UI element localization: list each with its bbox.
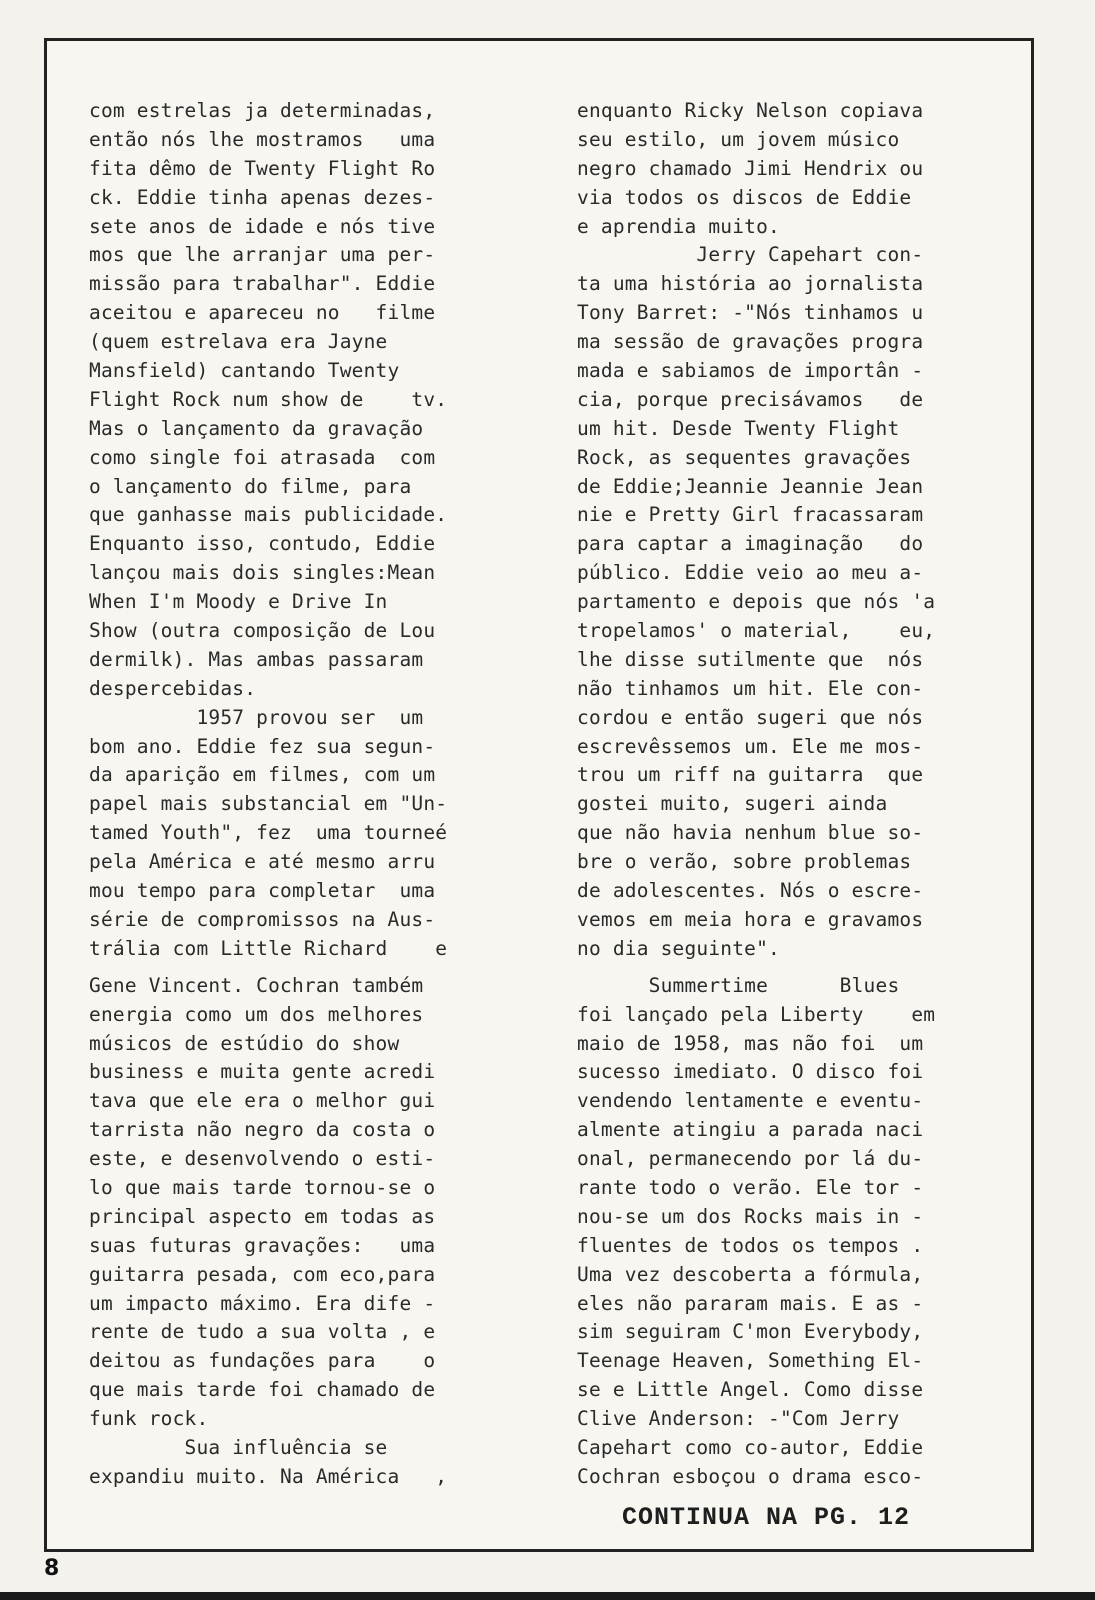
text-line: como single foi atrasada com [89,445,436,469]
text-line: cia, porque precisávamos de [577,387,924,411]
text-line: trou um riff na guitarra que [577,763,924,787]
text-line: com estrelas ja determinadas, [89,99,436,122]
text-line: onal, permanecendo por lá du- [577,1147,924,1171]
text-line: sete anos de idade e nós tive [89,214,436,238]
text-line: suas futuras gravações: uma [89,1233,436,1257]
text-line: fita dêmo de Twenty Flight Ro [89,156,436,180]
text-line: pela América e até mesmo arru [89,850,436,874]
text-line: expandiu muito. Na América , [89,1464,448,1488]
text-line: então nós lhe mostramos uma [89,127,436,151]
text-line: gostei muito, sugeri ainda [577,792,888,816]
text-line: bre o verão, sobre problemas [577,850,912,874]
text-line: músicos de estúdio do show [89,1031,400,1055]
paragraph-gap [577,964,935,972]
page-border-frame [44,38,1034,1552]
text-line: aceitou e apareceu no filme [89,301,436,325]
text-line: When I'm Moody e Drive In [89,590,388,614]
text-line: Capehart como co-autor, Eddie [577,1435,924,1459]
text-line: no dia seguinte". [577,936,780,960]
text-line: ta uma história ao jornalista [577,272,924,296]
text-line: Gene Vincent. Cochran também [89,973,424,997]
text-line: tava que ele era o melhor gui [89,1089,436,1113]
text-line: lhe disse sutilmente que nós [577,647,924,671]
text-line: rente de tudo a sua volta , e [89,1320,436,1344]
text-line: enquanto Ricky Nelson copiava [577,99,924,122]
text-line: business e muita gente acredi [89,1060,436,1084]
text-line: rante todo o verão. Ele tor - [577,1175,924,1199]
text-line: despercebidas. [89,676,257,700]
text-line: Teenage Heaven, Something El- [577,1349,924,1373]
text-line: principal aspecto em todas as [89,1204,436,1228]
text-line: vemos em meia hora e gravamos [577,907,924,931]
text-line: Cochran esboçou o drama esco- [577,1464,924,1488]
text-line: se e Little Angel. Como disse [577,1378,924,1402]
text-line: Summertime Blues [577,973,900,997]
text-line: partamento e depois que nós 'a [577,590,936,614]
text-line: foi lançado pela Liberty em [577,1002,936,1026]
text-line: mada e sabiamos de importân - [577,359,924,383]
text-line: ma sessão de gravações progra [577,330,924,354]
text-line: nie e Pretty Girl fracassaram [577,503,924,527]
text-line: dermilk). Mas ambas passaram [89,647,424,671]
text-line: bom ano. Eddie fez sua segun- [89,734,436,758]
text-line: vendendo lentamente e eventu- [577,1089,924,1113]
text-line: negro chamado Jimi Hendrix ou [577,156,924,180]
text-line: Clive Anderson: -"Com Jerry [577,1407,900,1431]
text-line: seu estilo, um jovem músico [577,127,900,151]
text-line: Flight Rock num show de tv. [89,387,448,411]
text-line: almente atingiu a parada naci [577,1118,924,1142]
text-line: lançou mais dois singles:Mean [89,561,436,585]
text-line: sim seguiram C'mon Everybody, [577,1320,924,1344]
text-line: tamed Youth", fez uma tourneé [89,821,448,845]
text-line: Enquanto isso, contudo, Eddie [89,532,436,556]
text-line: Rock, as sequentes gravações [577,445,912,469]
text-line: da aparição em filmes, com um [89,763,436,787]
text-line: mos que lhe arranjar uma per- [89,243,436,267]
text-line: eles não pararam mais. E as - [577,1291,924,1315]
page-number: 8 [44,1556,60,1581]
text-line: público. Eddie veio ao meu a- [577,561,924,585]
right-text-column [577,97,935,1492]
text-line: ck. Eddie tinha apenas dezes- [89,185,436,209]
text-line: e aprendia muito. [577,214,780,238]
text-line: que ganhasse mais publicidade. [89,503,448,527]
text-line: de adolescentes. Nós o escre- [577,879,924,903]
text-line: este, e desenvolvendo o esti- [89,1147,436,1171]
continued-on-page-note: CONTINUA NA PG. 12 [622,1503,911,1532]
text-line: funk rock. [89,1407,209,1431]
text-line: Mas o lançamento da gravação [89,416,424,440]
text-line: energia como um dos melhores [89,1002,424,1026]
text-line: tropelamos' o material, eu, [577,619,936,643]
text-line: tarrista não negro da costa o [89,1118,436,1142]
text-line: fluentes de todos os tempos . [577,1233,924,1257]
text-line: Tony Barret: -"Nós tinhamos u [577,301,924,325]
text-line: Mansfield) cantando Twenty [89,359,400,383]
text-line: Show (outra composição de Lou [89,619,436,643]
left-text-column [89,97,447,1492]
text-line: mou tempo para completar uma [89,879,436,903]
text-line: 1957 provou ser um [89,705,424,729]
text-line: para captar a imaginação do [577,532,924,556]
text-line: maio de 1958, mas não foi um [577,1031,924,1055]
bottom-rule [0,1592,1095,1600]
text-line: lo que mais tarde tornou-se o [89,1175,436,1199]
text-line: que mais tarde foi chamado de [89,1378,436,1402]
text-line: série de compromissos na Aus- [89,907,436,931]
text-line: papel mais substancial em "Un- [89,792,448,816]
text-line: cordou e então sugeri que nós [577,705,924,729]
text-line: Jerry Capehart con- [577,243,924,267]
text-line: não tinhamos um hit. Ele con- [577,676,924,700]
text-line: (quem estrelava era Jayne [89,330,388,354]
text-line: via todos os discos de Eddie [577,185,912,209]
text-line: trália com Little Richard e [89,936,448,960]
text-line: deitou as fundações para o [89,1349,436,1373]
text-line: Uma vez descoberta a fórmula, [577,1262,924,1286]
text-line: sucesso imediato. O disco foi [577,1060,924,1084]
text-line: o lançamento do filme, para [89,474,412,498]
text-line: de Eddie;Jeannie Jeannie Jean [577,474,924,498]
text-line: missão para trabalhar". Eddie [89,272,436,296]
text-line: um impacto máximo. Era dife - [89,1291,436,1315]
text-line: guitarra pesada, com eco,para [89,1262,436,1286]
text-line: nou-se um dos Rocks mais in - [577,1204,924,1228]
text-line: escrevêssemos um. Ele me mos- [577,734,924,758]
paragraph-gap [89,964,447,972]
text-line: Sua influência se [89,1435,388,1459]
text-line: que não havia nenhum blue so- [577,821,924,845]
text-line: um hit. Desde Twenty Flight [577,416,900,440]
